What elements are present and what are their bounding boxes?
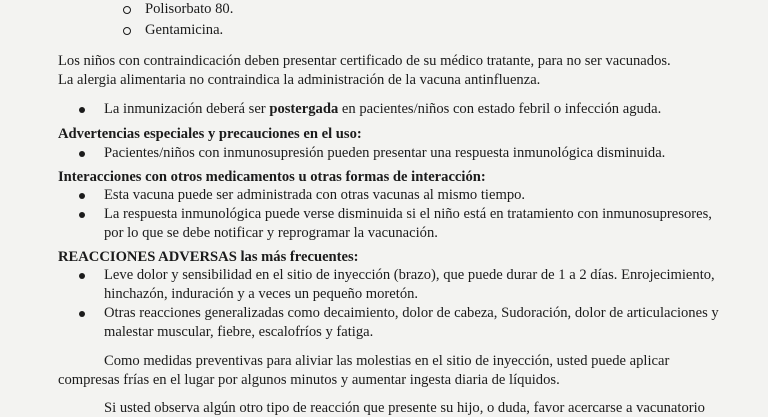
interacciones-item: La respuesta inmunológica puede verse disminuida si el niño está en tratamiento con inmunosupresores, — [104, 206, 712, 222]
febril-item: La inmunización deberá ser postergada en pacientes/niños con estado febril o infección aguda. — [104, 101, 662, 117]
bullet-icon — [79, 193, 85, 199]
intro-line: La alergia alimentaria no contraindica la administración de la vacuna antinfluenza. — [58, 72, 541, 88]
reacciones-item: Otras reacciones generalizadas como decaimiento, dolor de cabeza, Sudoración, dolor de articulaciones y — [104, 305, 719, 321]
interacciones-item: Esta vacuna puede ser administrada con otras vacunas al mismo tiempo. — [104, 187, 526, 203]
interacciones-item-continued: por lo que se debe notificar y reprogramar la vacunación. — [104, 225, 438, 241]
intro-line: Los niños con contraindicación deben presentar certificado de su médico tratante, para no ser vacunados. — [58, 53, 671, 69]
reacciones-heading: REACCIONES ADVERSAS las más frecuentes: — [58, 249, 359, 265]
advertencias-heading: Advertencias especiales y precauciones en el uso: — [58, 126, 362, 142]
reacciones-item-continued: malestar muscular, fiebre, escalofríos y fatiga. — [104, 324, 374, 340]
bullet-icon — [79, 273, 85, 279]
circle-bullet-icon — [123, 6, 131, 14]
circle-bullet-icon — [123, 27, 131, 35]
advertencias-item: Pacientes/niños con inmunosupresión pueden presentar una respuesta inmunológica disminuida. — [104, 145, 666, 161]
bullet-icon — [79, 311, 85, 317]
medidas-line: compresas frías en el lugar por algunos minutos y aumentar ingesta diaria de líquidos. — [58, 372, 560, 388]
bullet-icon — [79, 212, 85, 218]
reacciones-item-continued: hinchazón, induración y a veces un pequeño moretón. — [104, 286, 419, 302]
interacciones-heading: Interacciones con otros medicamentos u otras formas de interacción: — [58, 169, 486, 185]
reacciones-item: Leve dolor y sensibilidad en el sitio de inyección (brazo), que puede durar de 1 a 2 días. Enrojecimiento, — [104, 267, 715, 283]
cierre-line: Si usted observa algún otro tipo de reacción que presente su hijo, o duda, favor acercarse a vacunatorio — [104, 400, 705, 416]
sublist-item: Polisorbato 80. — [145, 1, 234, 17]
medidas-line: Como medidas preventivas para aliviar las molestias en el sitio de inyección, usted puede aplicar — [104, 353, 670, 369]
bullet-icon — [79, 151, 85, 157]
sublist-item: Gentamicina. — [145, 22, 224, 38]
bullet-icon — [79, 107, 85, 113]
postergada-emphasis: postergada — [269, 101, 339, 117]
